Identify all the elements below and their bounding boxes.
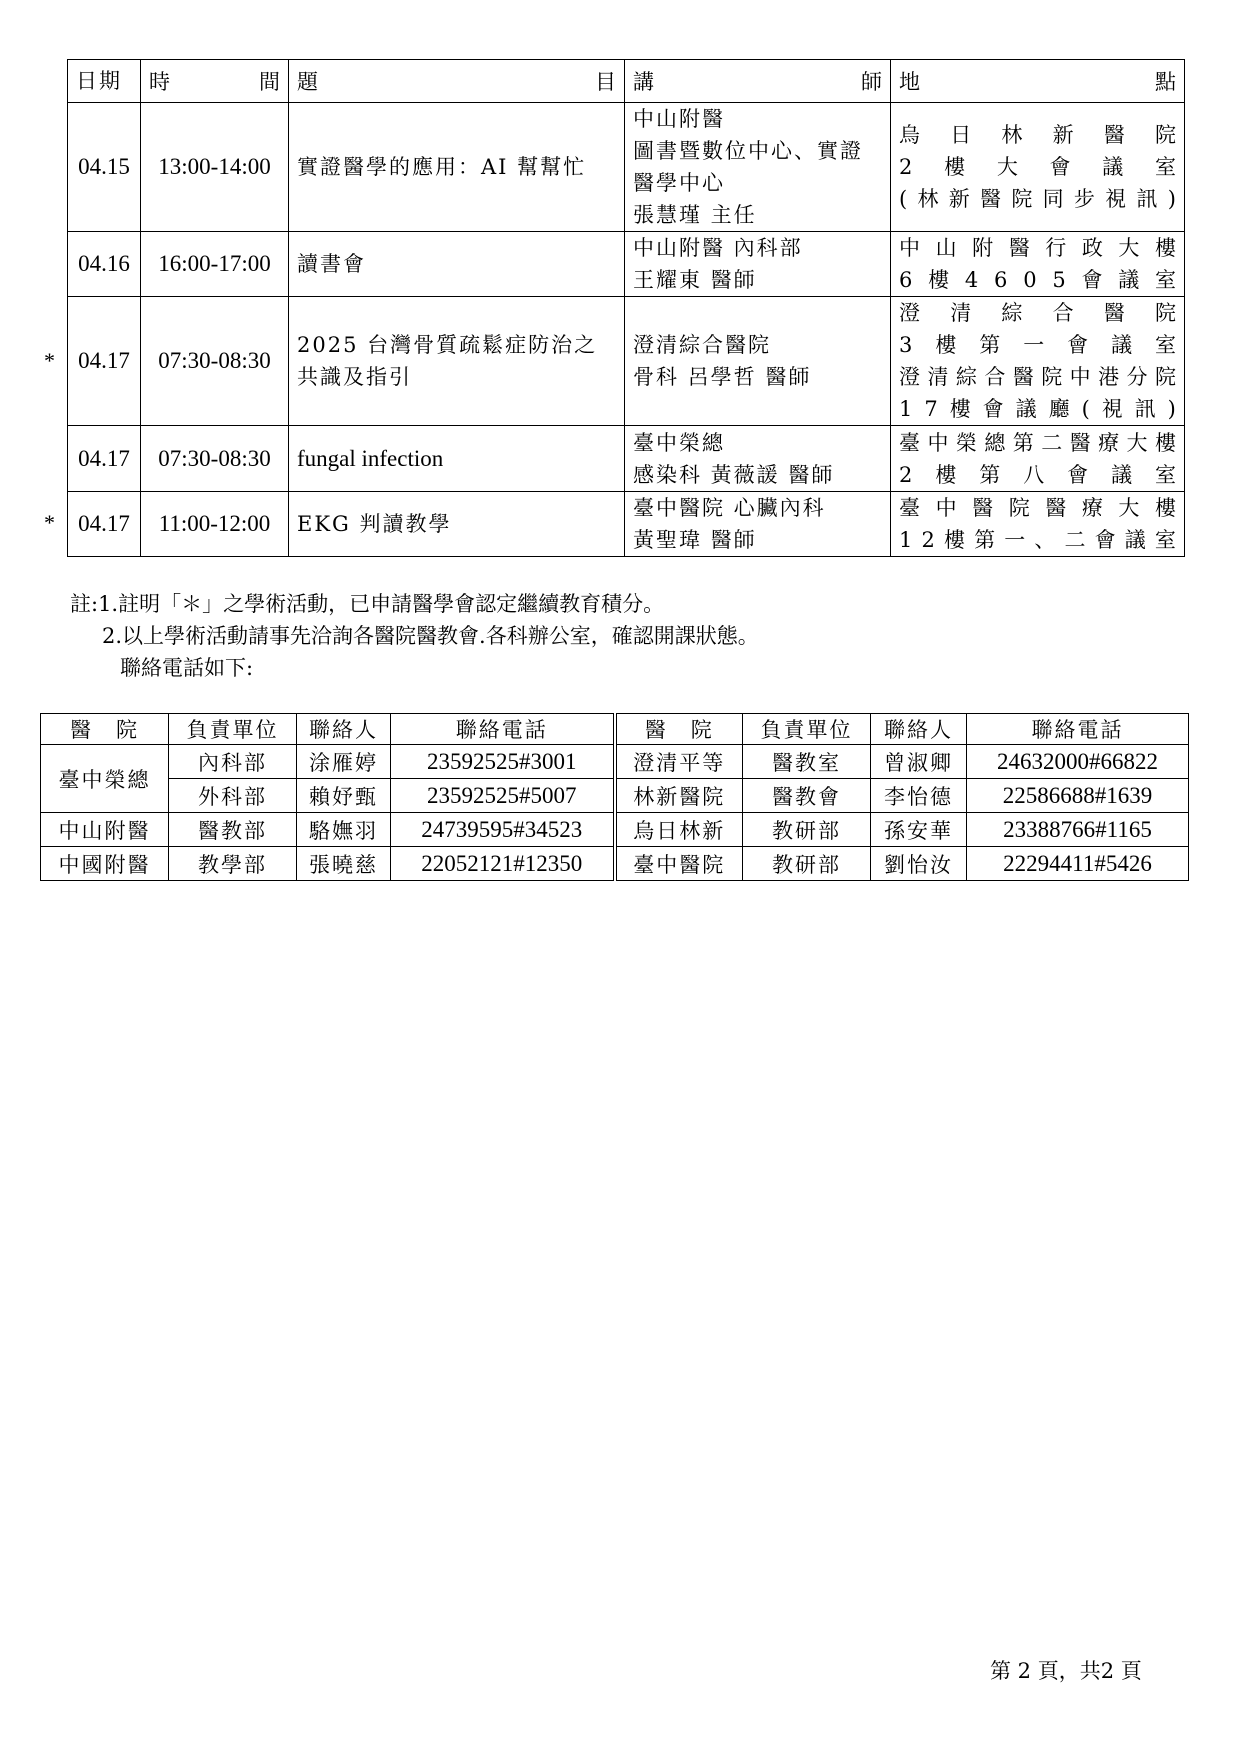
place-char: 大 — [1126, 430, 1148, 455]
place-char: 大 — [1118, 496, 1140, 520]
place-line — [899, 183, 1176, 215]
speaker-line: 中山附醫 內科部 — [633, 236, 803, 260]
speaker-line: 感染科 黃薇諼 醫師 — [633, 462, 835, 487]
place-char: 2 — [921, 528, 935, 552]
cell-place — [891, 426, 1185, 492]
place-char: 日 — [950, 123, 972, 147]
contact-phone: 24632000#66822 — [967, 745, 1189, 779]
place-char: 1 — [899, 528, 913, 552]
contact-person: 涂雁婷 — [297, 745, 391, 779]
contact-unit: 醫教部 — [169, 813, 297, 847]
place-char: 第 — [979, 462, 1001, 487]
place-char: 中 — [899, 236, 920, 260]
speaker-line: 黃聖瑋 醫師 — [633, 528, 757, 552]
place-char: 步 — [1073, 187, 1095, 211]
place-char: 室 — [1154, 155, 1176, 179]
place-char: 澄 — [899, 301, 920, 325]
contacts-header-row — [41, 714, 1189, 745]
contacts-table — [40, 713, 1189, 881]
place-char: 議 — [1118, 268, 1140, 292]
place-char: 樓 — [1154, 496, 1176, 520]
place-char: 樓 — [935, 333, 957, 357]
place-char: 議 — [1102, 155, 1124, 179]
note-2: 2.以上學術活動請事先洽詢各醫院醫教會.各科辦公室，確認開課狀態。 — [102, 624, 759, 648]
contact-unit: 教研部 — [743, 847, 871, 881]
place-line — [899, 427, 1176, 459]
date-text: 04.17 — [78, 511, 130, 536]
cell-topic — [289, 103, 625, 232]
cell-topic — [289, 297, 625, 426]
topic-line: 2025 台灣骨質疏鬆症防治之 — [297, 333, 598, 357]
contact-hospital: 臺中榮總 — [41, 745, 169, 813]
speaker-line: 臺中醫院 心臟內科 — [633, 496, 826, 520]
contact-unit: 教研部 — [743, 813, 871, 847]
place-char: 視 — [1105, 187, 1127, 211]
time-text: 07:30-08:30 — [158, 348, 271, 373]
place-char: 醫 — [1012, 365, 1034, 389]
contact-hospital: 林新醫院 — [615, 779, 743, 813]
cme-star-mark: * — [44, 510, 55, 535]
place-char: 會 — [1067, 462, 1089, 487]
cell-topic — [289, 232, 625, 297]
place-char: 清 — [950, 301, 972, 325]
place-char: 室 — [1154, 528, 1176, 552]
place-char: 政 — [1081, 236, 1103, 260]
place-char: 3 — [899, 333, 913, 357]
contacts-header-cell: 聯絡電話 — [967, 714, 1189, 745]
contacts-row — [41, 813, 1189, 847]
place-char: 港 — [1098, 365, 1120, 389]
page-number: 第 2 頁，共2 頁 — [990, 1659, 1142, 1683]
place-line — [899, 393, 1176, 425]
place-char: 新 — [1052, 123, 1074, 147]
place-char: 第 — [974, 528, 996, 552]
place-char: 醫 — [1045, 496, 1067, 520]
place-char: 1 — [899, 397, 913, 421]
place-char: 附 — [972, 236, 994, 260]
place-line — [899, 119, 1176, 151]
place-char: 榮 — [955, 430, 977, 455]
place-char: 分 — [1126, 365, 1148, 389]
place-char: 會 — [1081, 268, 1103, 292]
cell-topic — [289, 426, 625, 492]
contacts-row — [41, 779, 1189, 813]
date-text: 04.17 — [78, 445, 130, 471]
place-char: 臺 — [899, 496, 920, 520]
place-char: 二 — [1064, 528, 1086, 552]
cell-time — [141, 297, 289, 426]
place-char: 醫 — [1103, 301, 1125, 325]
place-char: 樓 — [935, 462, 957, 487]
time-text: 11:00-12:00 — [158, 511, 271, 536]
place-char: 樓 — [1154, 430, 1176, 455]
cell-topic — [289, 492, 625, 557]
date-text: 04.16 — [78, 251, 130, 276]
cell-date — [68, 232, 141, 297]
contact-person: 曾淑卿 — [871, 745, 967, 779]
speaker-line: 骨科 呂學哲 醫師 — [633, 365, 812, 389]
header-speaker-a: 講 — [633, 70, 654, 94]
place-char: 院 — [1008, 496, 1030, 520]
topic-line: 共識及指引 — [297, 365, 412, 389]
contact-person: 駱嫵羽 — [297, 813, 391, 847]
place-char: 會 — [1049, 155, 1071, 179]
place-char: 樓 — [944, 155, 966, 179]
speaker-line: 澄清綜合醫院 — [633, 333, 771, 357]
topic-line: fungal infection — [297, 445, 444, 471]
cell-speaker — [625, 232, 891, 297]
contact-person: 劉怡汝 — [871, 847, 967, 881]
place-line — [899, 151, 1176, 183]
contact-person: 孫安華 — [871, 813, 967, 847]
schedule-row — [68, 492, 1185, 557]
header-place — [891, 60, 1185, 103]
cell-time — [141, 103, 289, 232]
header-topic-a: 題 — [297, 70, 318, 94]
place-line — [899, 264, 1176, 296]
place-char: 八 — [1023, 462, 1045, 487]
header-date-label: 日期 — [76, 69, 122, 93]
place-char: 視 — [1101, 397, 1123, 421]
place-char: 室 — [1155, 268, 1176, 292]
contact-hospital: 烏日林新 — [615, 813, 743, 847]
speaker-line: 王耀東 醫師 — [633, 268, 757, 292]
place-char: 療 — [1081, 496, 1103, 520]
speaker-line: 醫學中心 — [633, 171, 725, 195]
place-char: 同 — [1042, 187, 1064, 211]
speaker-line: 張慧瑾 主任 — [633, 203, 757, 227]
place-char: ( — [1081, 397, 1090, 421]
cell-place — [891, 232, 1185, 297]
cell-place — [891, 297, 1185, 426]
contact-phone: 22586688#1639 — [967, 779, 1189, 813]
place-char: 中 — [935, 496, 957, 520]
contact-phone: 22052121#12350 — [391, 847, 615, 881]
header-topic — [289, 60, 625, 103]
contacts-header-cell: 醫 院 — [41, 714, 169, 745]
place-char: 室 — [1155, 462, 1176, 487]
place-char: 第 — [979, 333, 1001, 357]
contact-unit: 外科部 — [169, 779, 297, 813]
place-char: 臺 — [899, 430, 920, 455]
place-char: 大 — [1118, 236, 1140, 260]
place-char: 6 — [994, 268, 1008, 292]
topic-line: 實證醫學的應用：AI 幫幫忙 — [297, 155, 587, 179]
time-text: 13:00-14:00 — [158, 154, 271, 179]
time-text: 07:30-08:30 — [158, 445, 271, 471]
contacts-row — [41, 745, 1189, 779]
place-line — [899, 297, 1176, 329]
place-char: 醫 — [1008, 236, 1030, 260]
contact-unit: 醫教室 — [743, 745, 871, 779]
contacts-header-cell: 聯絡電話 — [391, 714, 615, 745]
header-topic-b: 目 — [595, 70, 616, 94]
place-char: ( — [899, 187, 908, 211]
header-time — [141, 60, 289, 103]
cell-date — [68, 103, 141, 232]
place-char: 議 — [1111, 333, 1133, 357]
cell-speaker — [625, 492, 891, 557]
cell-speaker — [625, 297, 891, 426]
place-line — [899, 492, 1176, 524]
place-char: 會 — [982, 397, 1004, 421]
place-char: 議 — [1111, 462, 1133, 487]
place-char: 5 — [1052, 268, 1066, 292]
place-char: 山 — [935, 236, 957, 260]
contacts-header-cell: 聯絡人 — [871, 714, 967, 745]
cme-star-mark: * — [44, 347, 55, 373]
place-char: 大 — [996, 155, 1018, 179]
contact-hospital: 澄清平等 — [615, 745, 743, 779]
contact-person: 賴妤甄 — [297, 779, 391, 813]
contact-phone: 23592525#3001 — [391, 745, 615, 779]
schedule-row — [68, 297, 1185, 426]
place-char: 二 — [1041, 430, 1063, 455]
place-char: 議 — [1015, 397, 1037, 421]
cell-speaker — [625, 103, 891, 232]
place-char: 烏 — [899, 123, 920, 147]
cell-time — [141, 492, 289, 557]
contact-person: 張曉慈 — [297, 847, 391, 881]
place-char: 綜 — [1001, 301, 1023, 325]
place-char: 一 — [1023, 333, 1045, 357]
place-char: 會 — [1067, 333, 1089, 357]
place-char: 行 — [1045, 236, 1067, 260]
contacts-row — [41, 847, 1189, 881]
place-char: 清 — [927, 365, 949, 389]
place-char: 療 — [1098, 430, 1120, 455]
place-line — [899, 524, 1176, 556]
place-char: 6 — [899, 268, 913, 292]
contact-hospital: 中山附醫 — [41, 813, 169, 847]
place-line — [899, 232, 1176, 264]
place-char: 一 — [1004, 528, 1026, 552]
time-text: 16:00-17:00 — [158, 251, 271, 276]
place-char: 醫 — [972, 496, 994, 520]
contacts-header-cell: 醫 院 — [615, 714, 743, 745]
topic-line: 讀書會 — [297, 252, 366, 276]
cell-date — [68, 426, 141, 492]
speaker-line: 圖書暨數位中心、實證 — [633, 139, 863, 163]
speaker-line: 臺中榮總 — [633, 430, 725, 455]
place-line — [899, 329, 1176, 361]
place-char: 新 — [948, 187, 970, 211]
topic-line: EKG 判讀教學 — [297, 512, 452, 536]
contacts-header-cell: 負責單位 — [743, 714, 871, 745]
place-char: 總 — [984, 430, 1006, 455]
contact-hospital: 臺中醫院 — [615, 847, 743, 881]
place-char: 樓 — [1154, 236, 1176, 260]
place-char: 會 — [1094, 528, 1116, 552]
cell-date — [68, 492, 141, 557]
contact-phone: 22294411#5426 — [967, 847, 1189, 881]
place-char: 0 — [1023, 268, 1037, 292]
contacts-header-cell: 聯絡人 — [297, 714, 391, 745]
date-text: 04.15 — [78, 154, 130, 179]
header-date — [68, 60, 141, 103]
schedule-row — [68, 426, 1185, 492]
place-char: 醫 — [1069, 430, 1091, 455]
place-char: 樓 — [928, 268, 950, 292]
schedule-row — [68, 232, 1185, 297]
note-1: 註:1.註明「＊」之學術活動，已申請醫學會認定繼續教育積分。 — [70, 592, 665, 616]
contact-phone: 23388766#1165 — [967, 813, 1189, 847]
place-char: ) — [1167, 397, 1176, 421]
header-time-b: 間 — [259, 70, 280, 94]
place-char: 合 — [984, 365, 1006, 389]
cell-time — [141, 232, 289, 297]
place-char: 林 — [1001, 123, 1023, 147]
header-time-a: 時 — [149, 70, 170, 94]
place-char: 、 — [1034, 528, 1056, 552]
contact-phone: 24739595#34523 — [391, 813, 615, 847]
date-text: 04.17 — [78, 348, 130, 373]
place-char: 澄 — [899, 365, 920, 389]
cell-speaker — [625, 426, 891, 492]
cell-place — [891, 492, 1185, 557]
schedule-table — [67, 59, 1185, 557]
place-line — [899, 361, 1176, 393]
contact-unit: 內科部 — [169, 745, 297, 779]
place-char: 議 — [1124, 528, 1146, 552]
place-line — [899, 459, 1176, 491]
contact-unit: 教學部 — [169, 847, 297, 881]
contacts-header-cell: 負責單位 — [169, 714, 297, 745]
place-char: 廳 — [1048, 397, 1070, 421]
cell-date — [68, 297, 141, 426]
place-char: 中 — [1069, 365, 1091, 389]
header-speaker — [625, 60, 891, 103]
place-char: 綜 — [955, 365, 977, 389]
place-char: ) — [1167, 187, 1176, 211]
header-place-b: 點 — [1155, 70, 1176, 94]
place-char: 合 — [1052, 301, 1074, 325]
place-char: 中 — [927, 430, 949, 455]
note-3: 聯絡電話如下: — [120, 656, 254, 680]
place-char: 室 — [1155, 333, 1176, 357]
place-char: 4 — [964, 268, 979, 292]
place-char: 林 — [917, 187, 939, 211]
header-speaker-b: 師 — [861, 70, 882, 94]
speaker-line: 中山附醫 — [633, 107, 725, 131]
schedule-row — [68, 103, 1185, 232]
place-char: 院 — [1041, 365, 1063, 389]
place-char: 樓 — [944, 528, 965, 552]
schedule-header-row — [68, 60, 1185, 103]
contact-hospital: 中國附醫 — [41, 847, 169, 881]
cell-time — [141, 426, 289, 492]
contact-phone: 23592525#5007 — [391, 779, 615, 813]
place-char: 醫 — [1103, 123, 1125, 147]
place-char: 醫 — [980, 187, 1002, 211]
cell-place — [891, 103, 1185, 232]
place-char: 訊 — [1136, 187, 1158, 211]
place-char: 2 — [899, 462, 913, 487]
place-char: 院 — [1154, 123, 1176, 147]
place-char: 院 — [1154, 365, 1176, 389]
place-char: 訊 — [1134, 397, 1156, 421]
contact-unit: 醫教會 — [743, 779, 871, 813]
place-char: 7 — [924, 397, 938, 421]
place-char: 樓 — [949, 397, 971, 421]
place-char: 2 — [899, 155, 913, 179]
place-char: 院 — [1154, 301, 1176, 325]
contact-person: 李怡德 — [871, 779, 967, 813]
place-char: 院 — [1011, 187, 1033, 211]
place-char: 第 — [1012, 430, 1034, 455]
header-place-a: 地 — [899, 70, 920, 94]
